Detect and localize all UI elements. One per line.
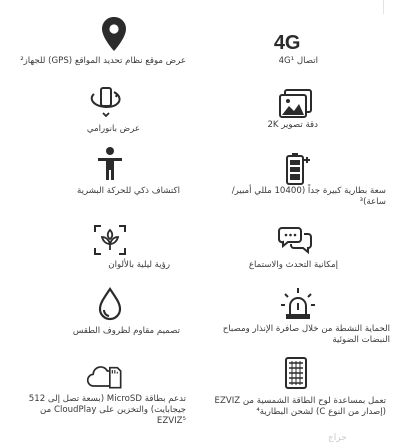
cloud-sd-icon (84, 356, 132, 396)
water-drop-icon (90, 284, 130, 324)
siren-icon (278, 284, 318, 324)
feature-label: الحماية النشطة من خلال صافرة الإنذار ومصباح النبضات الضوئية (222, 324, 390, 345)
feature-label: دقة تصوير 2K (267, 120, 318, 130)
feature-label: إمكانية التحدث والاستماع (248, 260, 338, 270)
feature-label: عرض موقع نظام تحديد المواقع (GPS) للجهاز² (20, 56, 186, 66)
person-icon (90, 144, 130, 184)
feature-label: سعة بطارية كبيرة جداً (10400 مللي أمبير/ ساعة)³ (231, 186, 386, 207)
panorama-rotate-icon (86, 80, 126, 120)
solar-panel-icon (276, 354, 316, 394)
map-pin-icon (94, 14, 134, 54)
chat-bubbles-icon (276, 220, 316, 260)
feature-label: عرض بانورامي (86, 124, 140, 134)
feature-label: تصميم مقاوم لظروف الطقس (72, 326, 180, 336)
feature-label: رؤية ليلية بالألوان (108, 260, 170, 270)
photo-icon (276, 84, 316, 124)
4g-icon-text: 4G (273, 32, 301, 55)
divider (383, 0, 384, 14)
color-night-vision-icon (90, 220, 130, 260)
feature-label: تعمل بمساعدة لوح الطاقة الشمسية من EZVIZ (إصدار من النوع C) لشحن البطارية⁴ (214, 396, 386, 417)
watermark: حراج (328, 433, 347, 443)
feature-label: اكتشاف ذكي للحركة البشرية (77, 186, 180, 196)
feature-label: اتصال 4G¹ (278, 56, 318, 66)
4g-icon (272, 20, 316, 60)
feature-label: تدعم بطاقة MicroSD (بسعة تصل إلى 512 جيجابايت) والتخزين على CloudPlay من EZVIZ⁵ (28, 394, 186, 426)
battery-icon (276, 148, 316, 188)
